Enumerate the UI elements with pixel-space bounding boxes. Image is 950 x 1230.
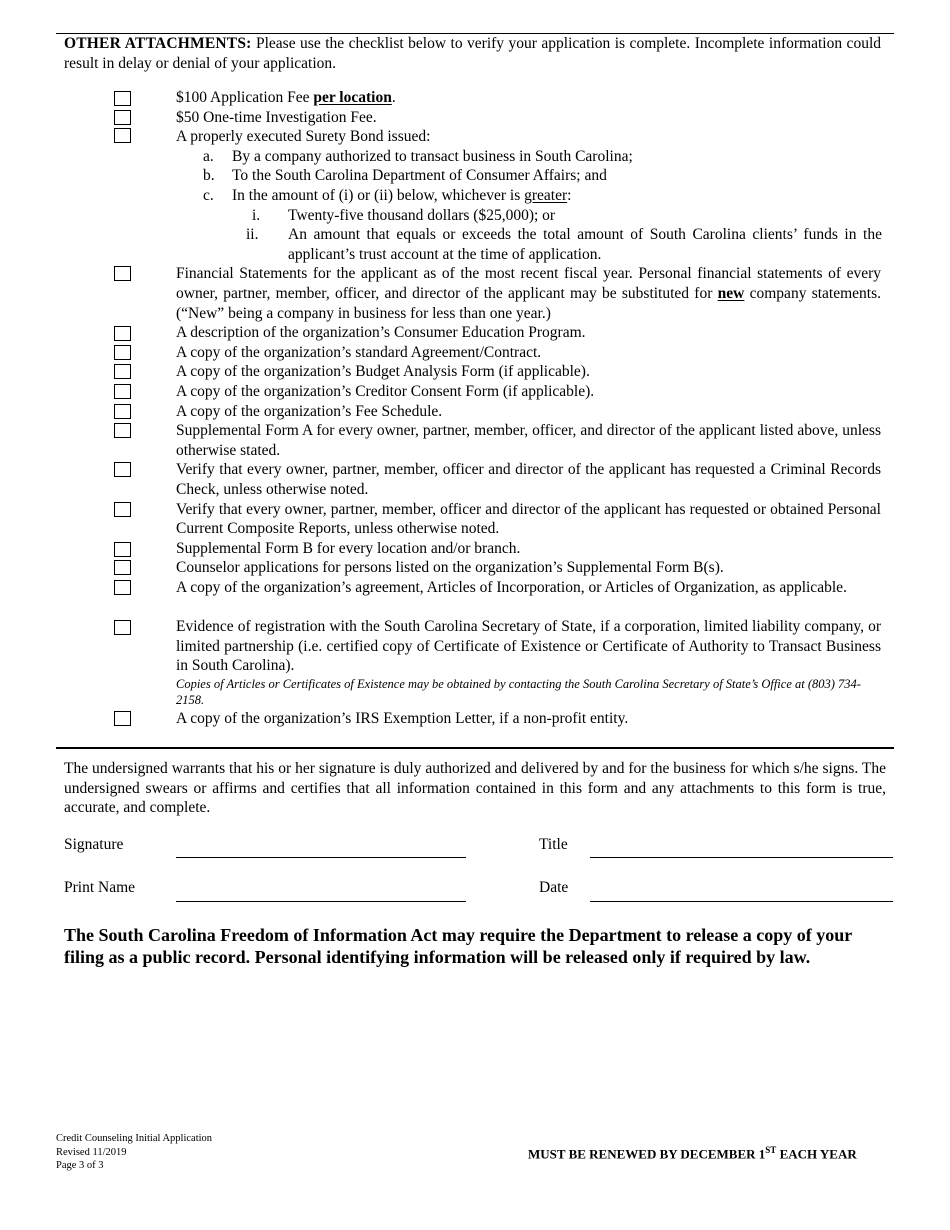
signature-field[interactable] [176,857,466,858]
checkbox-registration[interactable] [114,620,131,635]
checkbox-investigation-fee[interactable] [114,110,131,125]
title-label: Title [539,836,568,853]
checkbox-supplemental-form-a[interactable] [114,423,131,438]
title-field[interactable] [590,857,893,858]
surety-i-text: Twenty-five thousand dollars ($25,000); or [288,206,556,224]
checkbox-articles[interactable] [114,580,131,595]
checkbox-agreement[interactable] [114,345,131,360]
checkbox-composite-reports[interactable] [114,502,131,517]
surety-bond-text: A properly executed Surety Bond issued: [176,128,431,146]
foia-notice: The South Carolina Freedom of Information Act may require the Department to release a copy of your filing as a public record. Personal identifying information will be released only if required by law. [64,925,852,967]
surety-b-marker: b. [203,167,215,185]
surety-ii-marker: ii. [246,226,259,244]
investigation-fee-text: $50 One-time Investigation Fee. [176,108,377,126]
checkbox-irs-letter[interactable] [114,711,131,726]
checkbox-surety-bond[interactable] [114,128,131,143]
footer-form-name: Credit Counseling Initial Application [56,1133,213,1144]
checkbox-counselor-applications[interactable] [114,560,131,575]
print-name-label: Print Name [64,879,136,896]
criminal-records-text: Verify that every owner, partner, member, officer and director of the applicant has requested a Criminal Records Check, unless otherwise noted. [176,461,881,498]
fee-schedule-text: A copy of the organization’s Fee Schedule. [176,402,443,420]
date-field[interactable] [590,901,893,902]
surety-a-marker: a. [203,147,214,165]
surety-c-marker: c. [203,187,214,204]
checkbox-consumer-education[interactable] [114,326,131,341]
checkbox-supplemental-form-b[interactable] [114,542,131,557]
supplemental-form-a-text: Supplemental Form A for every owner, partner, member, officer, and director of the applicant listed above, unless otherwise stated. [176,422,881,459]
warranty-statement: The undersigned warrants that his or her signature is duly authorized and delivered by and for the business for which s/he signs. The undersigned swears or affirms and certifies that all information contained in this form and any attachments to this form is true, accurate, and complete. [64,760,886,817]
footer-page-number: Page 3 of 3 [56,1160,104,1171]
supplemental-form-b-text: Supplemental Form B for every location and/or branch. [176,539,521,557]
renewal-notice: MUST BE RENEWED BY DECEMBER 1ST EACH YEAR [528,1145,857,1162]
budget-analysis-text: A copy of the organization’s Budget Analysis Form (if applicable). [176,363,590,381]
surety-c-text: In the amount of (i) or (ii) below, whichever is greater: [232,187,572,204]
attachments-heading: OTHER ATTACHMENTS: [64,35,252,52]
registration-note: Copies of Articles or Certificates of Existence may be obtained by contacting the South Carolina Secretary of State’s Office at (803) 734-2158. [176,677,861,707]
surety-i-marker: i. [252,206,261,224]
date-label: Date [539,879,569,896]
creditor-consent-text: A copy of the organization’s Creditor Consent Form (if applicable). [176,383,595,400]
registration-text: Evidence of registration with the South Carolina Secretary of State, if a corporation, limited liability company, or limited partnership (i.e. certified copy of Certificate of Existence or Certificate of Authority to Transact Business in South Carolina). [176,618,881,675]
consumer-education-text: A description of the organization’s Consumer Education Program. [176,324,586,342]
checkbox-creditor-consent[interactable] [114,384,131,399]
surety-b-text: To the South Carolina Department of Consumer Affairs; and [232,167,607,185]
surety-a-text: By a company authorized to transact business in South Carolina; [232,147,633,165]
surety-ii-text: An amount that equals or exceeds the total amount of South Carolina clients’ funds in the applicant’s trust account at the time of application. [288,226,882,263]
financial-statements-text: Financial Statements for the applicant as of the most recent fiscal year. Personal financial statements of every owner, partner, member, officer, and director of the applicant may be substituted for new company statements. (“New” being a company in business for less than one year.) [176,265,882,322]
footer-form-info [56,1132,212,1173]
attachments-instructions: Please use the checklist below to verify your application is complete. Incomplete information could result in delay or denial of your application. [64,35,881,72]
checkbox-application-fee[interactable] [114,91,131,106]
checkbox-budget-analysis[interactable] [114,364,131,379]
signature-label: Signature [64,836,124,853]
counselor-applications-text: Counselor applications for persons listed on the organization’s Supplemental Form B(s). [176,559,724,577]
checkbox-financial-statements[interactable] [114,266,131,281]
checkbox-criminal-records[interactable] [114,462,131,477]
irs-letter-text: A copy of the organization’s IRS Exemption Letter, if a non-profit entity. [176,710,629,727]
footer-revised: Revised 11/2019 [56,1146,127,1158]
print-name-field[interactable] [176,901,466,902]
articles-text: A copy of the organization’s agreement, Articles of Incorporation, or Articles of Organization, as applicable. [176,579,847,596]
composite-reports-text: Verify that every owner, partner, member, officer and director of the applicant has requested or obtained Personal Current Composite Reports, unless otherwise noted. [176,500,881,538]
section-divider [56,747,894,749]
attachments-intro [64,34,881,73]
application-fee-text: $100 Application Fee per location. [176,89,396,106]
agreement-text: A copy of the organization’s standard Agreement/Contract. [176,343,542,361]
checkbox-fee-schedule[interactable] [114,404,131,419]
